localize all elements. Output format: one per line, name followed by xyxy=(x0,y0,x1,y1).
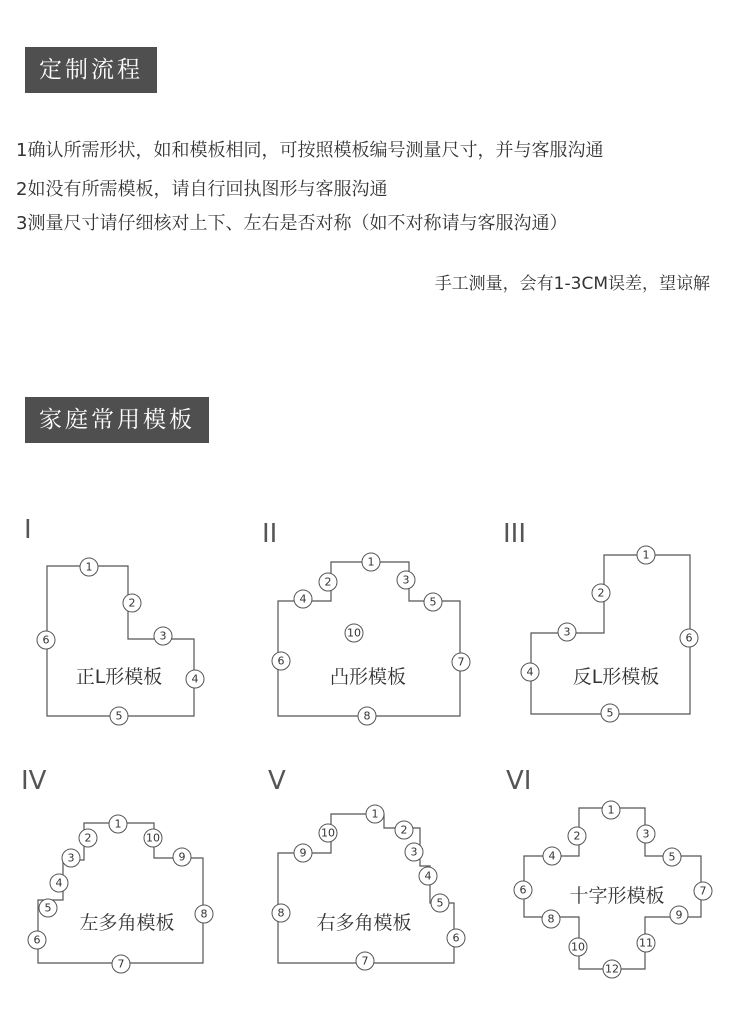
edge-number-badge xyxy=(79,829,97,847)
svg-text:4: 4 xyxy=(526,665,534,679)
svg-text:8: 8 xyxy=(547,912,555,926)
svg-text:5: 5 xyxy=(115,709,123,723)
svg-text:6: 6 xyxy=(519,883,527,897)
template-6 xyxy=(506,766,712,978)
step-2-text: 2如没有所需模板，请自行回执图形与客服沟通 xyxy=(16,179,388,200)
edge-number-badge xyxy=(272,652,290,670)
svg-text:7: 7 xyxy=(361,954,369,968)
svg-text:6: 6 xyxy=(685,631,693,645)
edge-number-badge xyxy=(602,801,620,819)
edge-number-badge xyxy=(452,653,470,671)
svg-text:9: 9 xyxy=(299,846,307,860)
step-1-text: 1确认所需形状，如和模板相同，可按照模板编号测量尺寸，并与客服沟通 xyxy=(16,140,604,161)
edge-number-badge xyxy=(186,670,204,688)
svg-text:6: 6 xyxy=(452,931,460,945)
edge-number-badge xyxy=(397,571,415,589)
svg-text:4: 4 xyxy=(424,869,432,883)
edge-number-badge xyxy=(195,905,213,923)
edge-number-badge xyxy=(356,952,374,970)
edge-number-badge xyxy=(109,815,127,833)
edge-number-badge xyxy=(543,847,561,865)
svg-text:8: 8 xyxy=(200,907,208,921)
svg-text:3: 3 xyxy=(563,625,571,639)
svg-text:2: 2 xyxy=(597,586,605,600)
template-5 xyxy=(268,766,465,970)
edge-number-badge xyxy=(28,931,46,949)
edge-number-badge xyxy=(294,590,312,608)
template-2 xyxy=(262,519,470,725)
edge-number-badge xyxy=(592,584,610,602)
edge-number-badge xyxy=(670,906,688,924)
svg-text:12: 12 xyxy=(605,962,619,976)
edge-number-badge xyxy=(62,849,80,867)
edge-number-badge xyxy=(447,929,465,947)
edge-number-badge xyxy=(345,624,363,642)
edge-number-badge xyxy=(431,894,449,912)
section-title-custom-process: 定制流程 xyxy=(25,47,157,93)
edge-number-badge xyxy=(319,573,337,591)
svg-text:2: 2 xyxy=(324,575,332,589)
edge-number-badge xyxy=(637,934,655,952)
template-label: 正L形模板 xyxy=(75,666,163,688)
svg-text:10: 10 xyxy=(321,826,335,840)
svg-text:4: 4 xyxy=(548,849,556,863)
edge-number-badge xyxy=(173,848,191,866)
template-numeral: VI xyxy=(506,766,532,796)
svg-text:11: 11 xyxy=(639,936,653,950)
edge-number-badge xyxy=(569,938,587,956)
measurement-error-note: 手工测量，会有1-3CM误差，望谅解 xyxy=(434,274,710,294)
svg-text:10: 10 xyxy=(571,940,585,954)
edge-number-badge xyxy=(39,899,57,917)
edge-number-badge xyxy=(601,704,619,722)
template-numeral: I xyxy=(24,515,32,545)
template-numeral: IV xyxy=(21,766,47,796)
template-label: 左多角模板 xyxy=(79,912,175,934)
edge-number-badge xyxy=(294,844,312,862)
edge-number-badge xyxy=(568,827,586,845)
svg-text:1: 1 xyxy=(371,807,379,821)
edge-number-badge xyxy=(424,593,442,611)
svg-text:1: 1 xyxy=(367,555,375,569)
edge-number-badge xyxy=(558,623,576,641)
edge-number-badge xyxy=(405,843,423,861)
svg-text:4: 4 xyxy=(55,876,63,890)
template-label: 反L形模板 xyxy=(572,666,660,688)
svg-text:2: 2 xyxy=(573,829,581,843)
edge-number-badge xyxy=(521,663,539,681)
edge-number-badge xyxy=(154,627,172,645)
edge-number-badge xyxy=(37,631,55,649)
svg-text:2: 2 xyxy=(84,831,92,845)
edge-number-badge xyxy=(110,707,128,725)
svg-text:5: 5 xyxy=(606,706,614,720)
template-1 xyxy=(24,515,204,725)
svg-text:3: 3 xyxy=(410,845,418,859)
edge-number-badge xyxy=(362,553,380,571)
edge-number-badge xyxy=(680,629,698,647)
template-outline xyxy=(531,555,690,714)
svg-text:5: 5 xyxy=(44,901,52,915)
svg-text:5: 5 xyxy=(436,896,444,910)
svg-text:7: 7 xyxy=(457,655,465,669)
edge-number-badge xyxy=(637,825,655,843)
template-label: 右多角模板 xyxy=(316,912,412,934)
svg-text:3: 3 xyxy=(67,851,75,865)
svg-text:9: 9 xyxy=(675,908,683,922)
template-3 xyxy=(503,519,698,722)
svg-text:6: 6 xyxy=(33,933,41,947)
svg-text:1: 1 xyxy=(114,817,122,831)
edge-number-badge xyxy=(542,910,560,928)
svg-text:2: 2 xyxy=(400,823,408,837)
edge-number-badge xyxy=(112,955,130,973)
svg-text:8: 8 xyxy=(277,906,285,920)
svg-text:6: 6 xyxy=(42,633,50,647)
svg-text:9: 9 xyxy=(178,850,186,864)
template-4 xyxy=(21,766,213,973)
svg-text:5: 5 xyxy=(429,595,437,609)
svg-text:3: 3 xyxy=(642,827,650,841)
template-numeral: V xyxy=(268,766,286,796)
edge-number-badge xyxy=(419,867,437,885)
template-label: 十字形模板 xyxy=(569,885,665,907)
template-numeral: II xyxy=(262,519,278,549)
edge-number-badge xyxy=(637,546,655,564)
template-outline xyxy=(278,562,460,716)
svg-text:6: 6 xyxy=(277,654,285,668)
template-label: 凸形模板 xyxy=(329,666,407,688)
svg-text:4: 4 xyxy=(191,672,199,686)
edge-number-badge xyxy=(694,882,712,900)
edge-number-badge xyxy=(395,821,413,839)
edge-number-badge xyxy=(144,829,162,847)
svg-text:8: 8 xyxy=(363,709,371,723)
svg-text:5: 5 xyxy=(668,850,676,864)
edge-number-badge xyxy=(366,805,384,823)
svg-text:1: 1 xyxy=(85,560,93,574)
svg-text:4: 4 xyxy=(299,592,307,606)
edge-number-badge xyxy=(272,904,290,922)
template-outline xyxy=(47,566,194,716)
svg-text:1: 1 xyxy=(607,803,615,817)
edge-number-badge xyxy=(80,558,98,576)
edge-number-badge xyxy=(123,594,141,612)
edge-number-badge xyxy=(603,960,621,978)
section-title-common-templates: 家庭常用模板 xyxy=(25,397,209,443)
svg-text:3: 3 xyxy=(402,573,410,587)
template-outline xyxy=(278,814,454,963)
svg-text:10: 10 xyxy=(146,831,160,845)
svg-text:3: 3 xyxy=(159,629,167,643)
svg-text:10: 10 xyxy=(347,626,361,640)
svg-text:1: 1 xyxy=(642,548,650,562)
template-numeral: III xyxy=(503,519,527,549)
edge-number-badge xyxy=(514,881,532,899)
step-3-text: 3测量尺寸请仔细核对上下、左右是否对称（如不对称请与客服沟通） xyxy=(16,213,568,234)
edge-number-badge xyxy=(358,707,376,725)
svg-text:2: 2 xyxy=(128,596,136,610)
edge-number-badge xyxy=(319,824,337,842)
edge-number-badge xyxy=(663,848,681,866)
svg-text:7: 7 xyxy=(117,957,125,971)
edge-number-badge xyxy=(50,874,68,892)
template-outline xyxy=(38,823,203,963)
svg-text:7: 7 xyxy=(699,884,707,898)
